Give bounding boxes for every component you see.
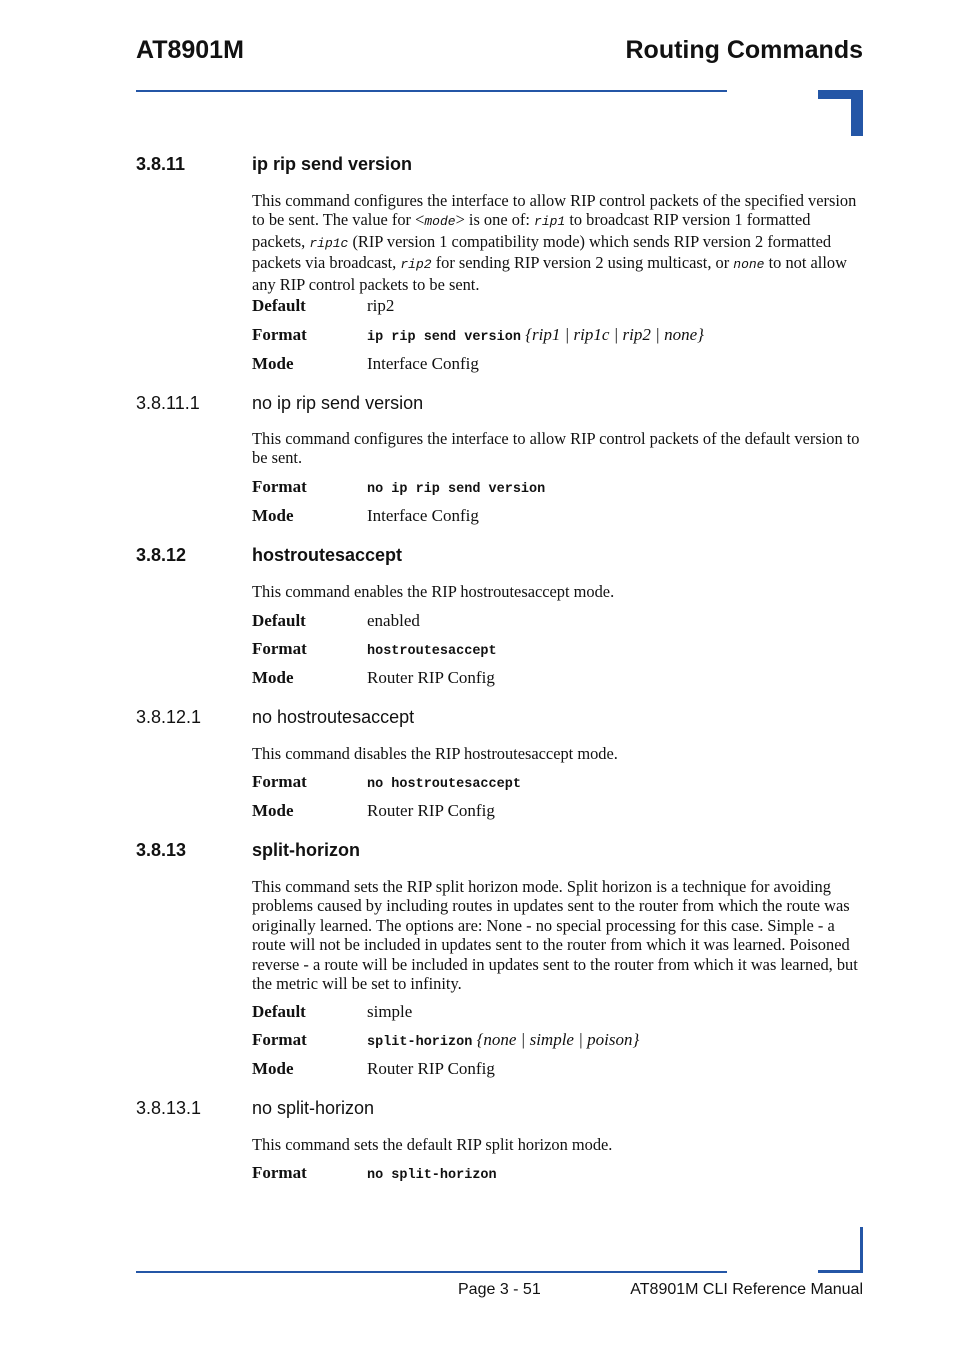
- mode-value: Router RIP Config: [367, 801, 495, 820]
- format-label: Format: [252, 325, 307, 344]
- section-title: split-horizon: [252, 840, 360, 860]
- default-label: Default: [252, 611, 306, 630]
- section-heading-3-8-12-1: [136, 707, 414, 728]
- page-number: Page 3 - 51: [458, 1281, 541, 1298]
- document-product-title: AT8901M: [136, 36, 244, 64]
- section-description: This command disables the RIP hostroutesaccept mode.: [252, 744, 618, 763]
- mode-label: Mode: [252, 801, 294, 820]
- mode-value: Interface Config: [367, 506, 479, 525]
- desc-text: (RIP version 1 compatibility mode) which sends RIP version 2 formatted packets via broadcast,: [252, 231, 832, 273]
- param-rip1: rip1: [534, 214, 566, 230]
- format-label: Format: [252, 1163, 307, 1182]
- section-number: 3.8.13.1: [136, 1098, 202, 1118]
- desc-text: This command configures the interface to allow RIP control packets of the specified version to be sent. The value for <: [252, 191, 857, 230]
- param-mode: mode: [424, 214, 456, 230]
- chapter-title: Routing Commands: [625, 36, 863, 64]
- section-number: 3.8.11: [136, 154, 186, 174]
- format-row: [252, 772, 864, 792]
- section-heading-3-8-12: [136, 545, 402, 566]
- section-heading-3-8-13: [136, 840, 360, 861]
- section-number: 3.8.12.1: [136, 707, 202, 727]
- corner-mark-top-vertical: [851, 90, 863, 136]
- param-rip2: rip2: [400, 257, 432, 273]
- default-row: [252, 611, 864, 631]
- format-row: [252, 477, 864, 497]
- format-row: [252, 325, 864, 345]
- mode-row: [252, 354, 864, 374]
- section-title: no ip rip send version: [252, 393, 424, 413]
- section-number: 3.8.11.1: [136, 393, 200, 413]
- desc-text: to not allow any RIP control packets to be sent.: [252, 253, 847, 294]
- section-description: This command sets the default RIP split horizon mode.: [252, 1135, 613, 1154]
- section-heading-3-8-11: [136, 154, 412, 175]
- mode-value: Router RIP Config: [367, 668, 495, 687]
- desc-text: > is one of:: [455, 210, 535, 230]
- section-description: This command configures the interface to allow RIP control packets of the default version to be sent.: [252, 429, 860, 468]
- section-title: no split-horizon: [252, 1098, 375, 1118]
- format-label: Format: [252, 639, 307, 658]
- param-rip1c: rip1c: [309, 235, 349, 251]
- default-label: Default: [252, 296, 306, 315]
- format-options: {none | simple | poison}: [476, 1030, 640, 1049]
- section-title: no hostroutesaccept: [252, 707, 415, 727]
- header-rule: [136, 90, 727, 92]
- format-label: Format: [252, 772, 307, 791]
- mode-value: Router RIP Config: [367, 1059, 495, 1078]
- footer-manual-title: AT8901M CLI Reference Manual: [630, 1281, 863, 1298]
- section-title: ip rip send version: [252, 154, 413, 174]
- section-description: This command sets the RIP split horizon mode. Split horizon is a technique for avoiding problems caused by including routes in updates sent to the router from which the route was originally learned. The options are: None - no special processing for this case. Simple - a route will not be included in updates sent to the router from which it was learned. Poisoned reverse - a route will be included in updates sent to the router from which it was learned, but the metric will be set to infinity.: [252, 877, 858, 994]
- mode-value: Interface Config: [367, 354, 479, 373]
- footer-rule: [136, 1271, 727, 1273]
- default-label: Default: [252, 1002, 306, 1021]
- mode-label: Mode: [252, 1059, 294, 1078]
- default-value: rip2: [367, 296, 395, 315]
- default-value: enabled: [367, 611, 420, 630]
- format-row: [252, 1163, 864, 1183]
- mode-row: [252, 801, 864, 821]
- mode-row: [252, 506, 864, 526]
- section-heading-3-8-11-1: [136, 393, 423, 414]
- desc-text: for sending RIP version 2 using multicast, or: [431, 253, 734, 273]
- mode-label: Mode: [252, 354, 294, 373]
- format-options: {rip1 | rip1c | rip2 | none}: [525, 325, 704, 344]
- format-command: split-horizon: [367, 1035, 473, 1050]
- default-value: simple: [367, 1002, 413, 1021]
- section-description: This command enables the RIP hostroutesaccept mode.: [252, 582, 615, 601]
- format-command: no ip rip send version: [367, 482, 546, 497]
- section-number: 3.8.12: [136, 545, 187, 565]
- corner-mark-bottom: [818, 1270, 863, 1273]
- mode-label: Mode: [252, 506, 294, 525]
- section-number: 3.8.13: [136, 840, 187, 860]
- format-row: [252, 1030, 864, 1050]
- format-command: ip rip send version: [367, 330, 521, 345]
- format-row: [252, 639, 864, 659]
- default-row: [252, 1002, 864, 1022]
- mode-row: [252, 1059, 864, 1079]
- default-row: [252, 296, 864, 316]
- desc-text: to broadcast RIP version 1 formatted packets,: [252, 210, 811, 251]
- corner-mark-bottom-vertical: [860, 1227, 863, 1273]
- section-heading-3-8-13-1: [136, 1098, 374, 1119]
- param-none: none: [733, 257, 765, 273]
- mode-row: [252, 668, 864, 688]
- format-command: no split-horizon: [367, 1168, 497, 1183]
- section-description: [252, 191, 864, 294]
- section-title: hostroutesaccept: [252, 545, 403, 565]
- format-label: Format: [252, 477, 307, 496]
- format-label: Format: [252, 1030, 307, 1049]
- format-command: hostroutesaccept: [367, 644, 497, 659]
- mode-label: Mode: [252, 668, 294, 687]
- format-command: no hostroutesaccept: [367, 777, 521, 792]
